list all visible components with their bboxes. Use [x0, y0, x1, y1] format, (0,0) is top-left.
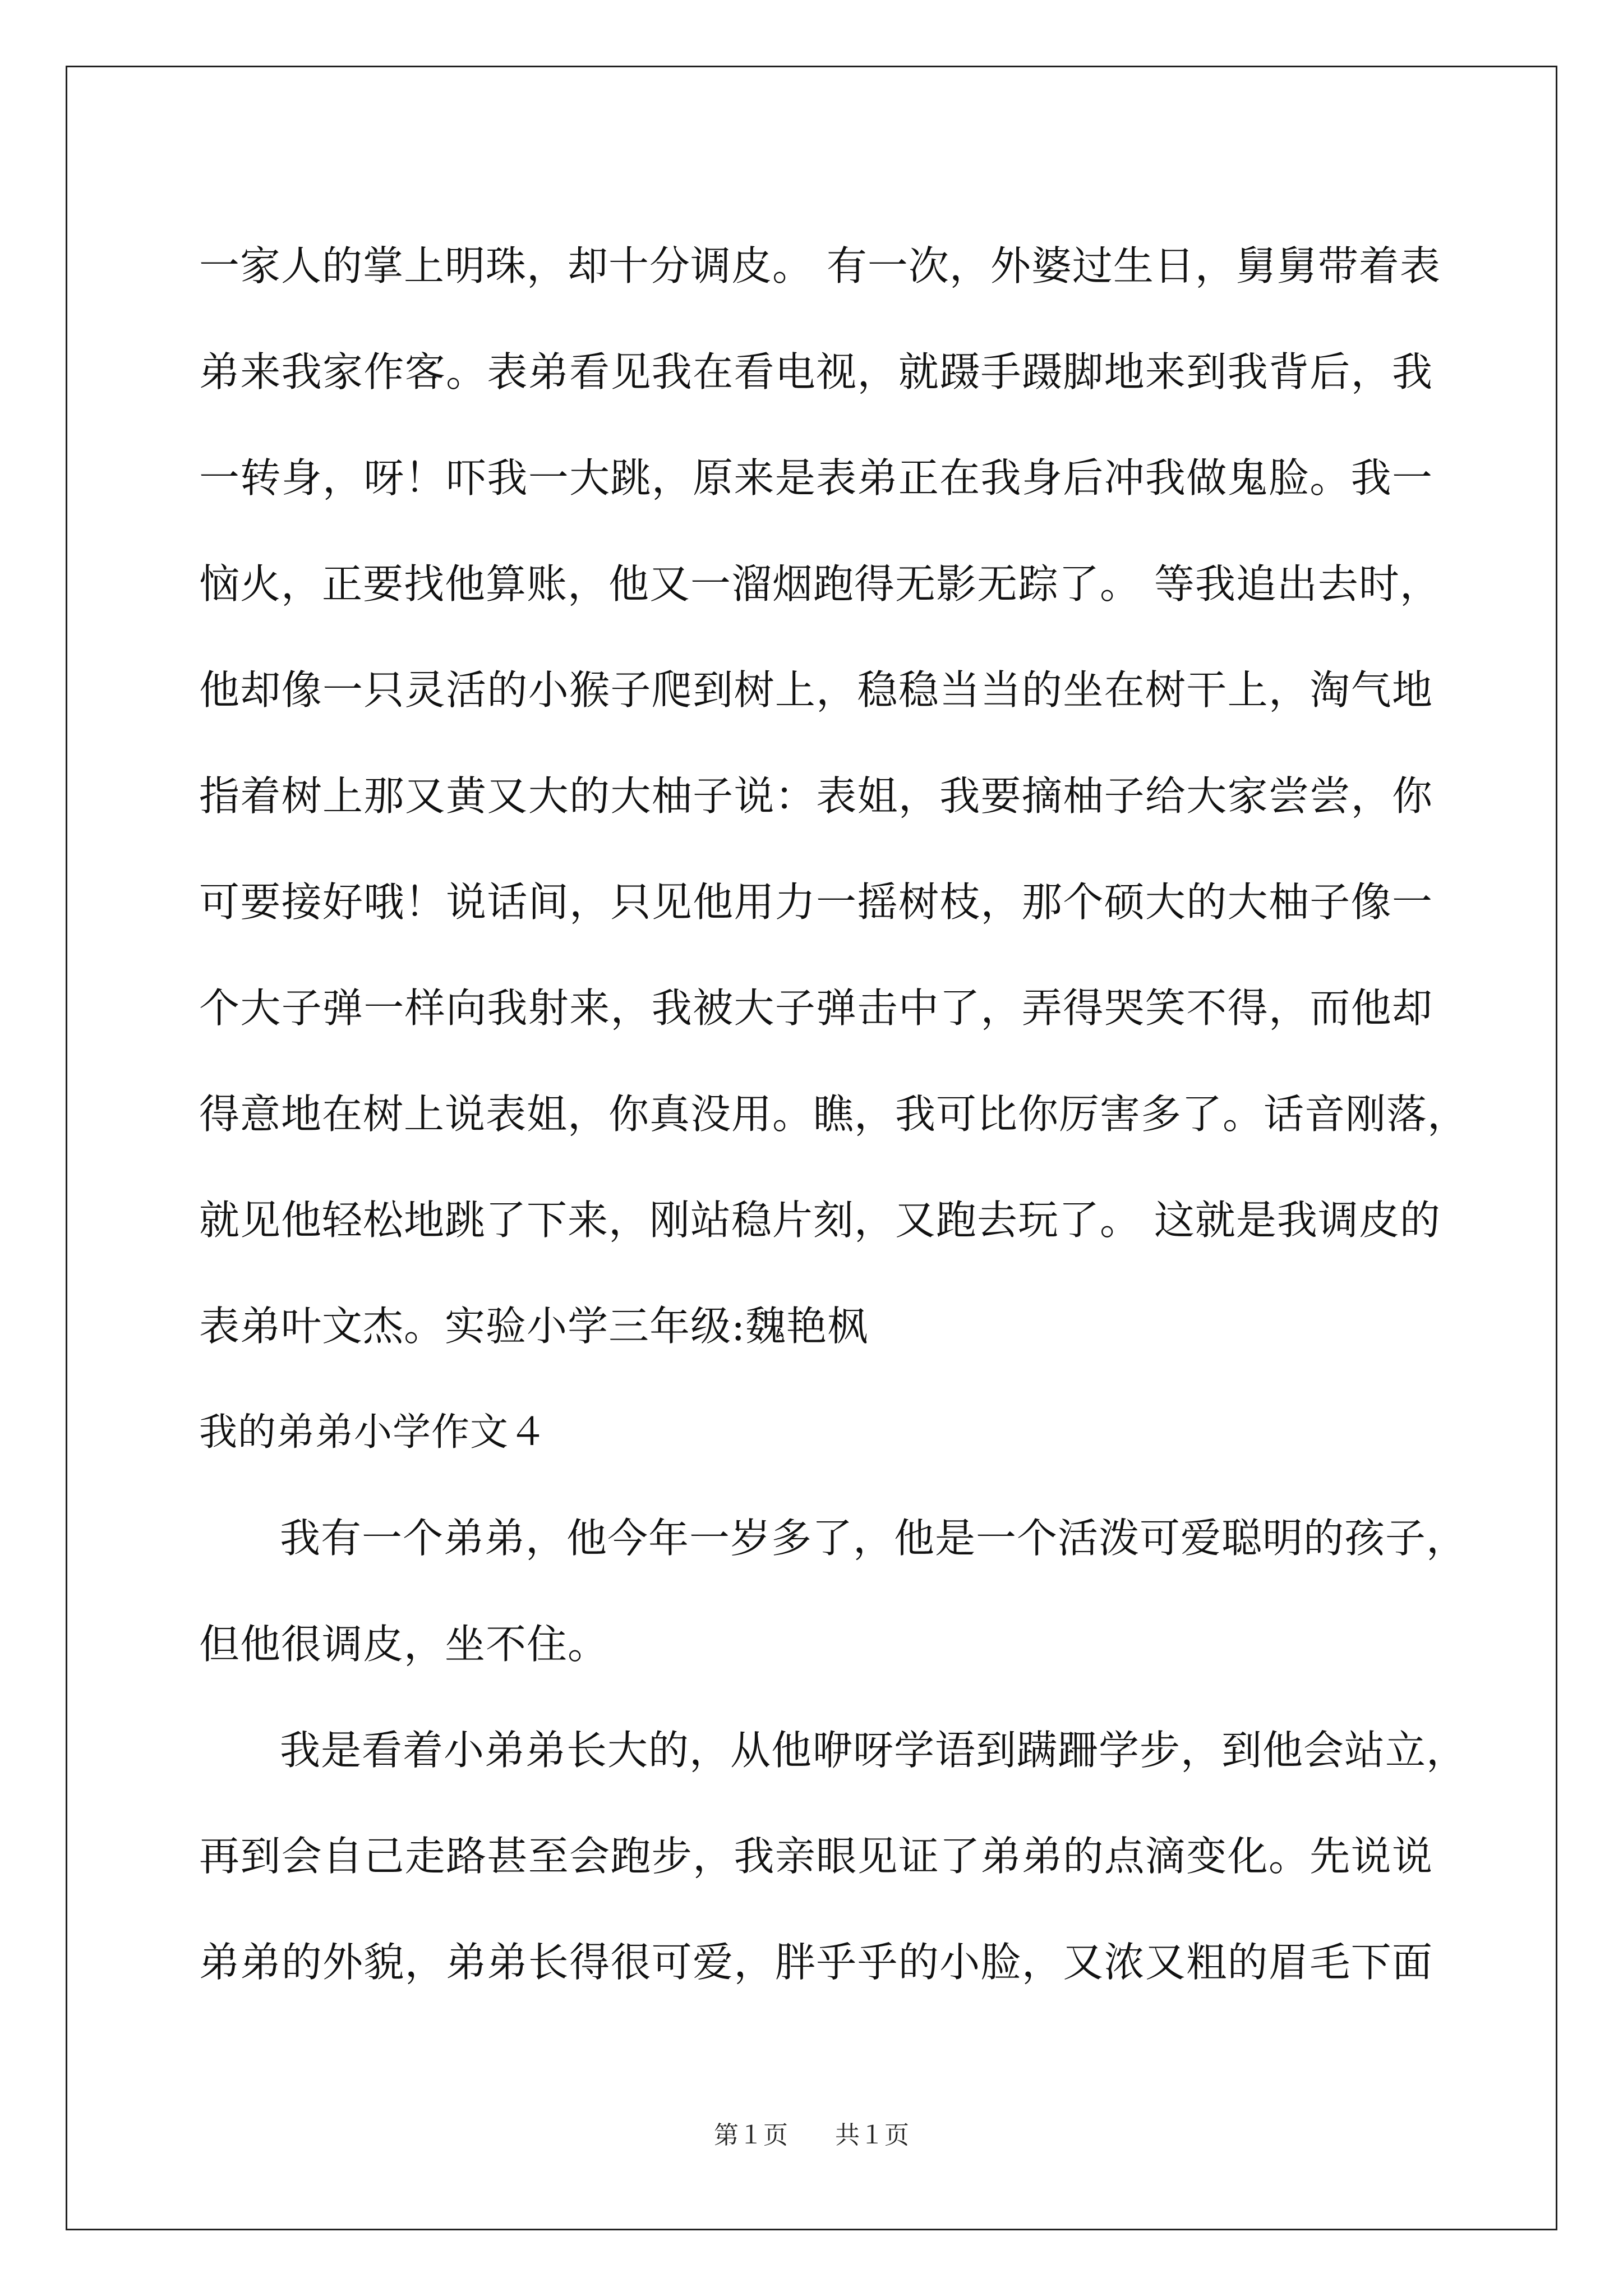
text-line: 个大子弹一样向我射来，我被大子弹击中了，弄得哭笑不得，而他却 [199, 984, 1433, 1032]
paragraph-line: 但他很调皮，坐不住。 [199, 1621, 609, 1668]
paragraph-line: 弟弟的外貌，弟弟长得很可爱，胖乎乎的小脸，又浓又粗的眉毛下面 [199, 1939, 1433, 1986]
page-total: 共１页 [835, 2121, 909, 2150]
page-footer [0, 2115, 1623, 2151]
paragraph-line: 我是看着小弟弟长大的，从他咿呀学语到蹒跚学步，到他会站立， [280, 1727, 1468, 1774]
text-line: 一转身，呀！吓我一大跳，原来是表弟正在我身后冲我做鬼脸。我一 [199, 454, 1433, 501]
section-heading: 我的弟弟小学作文４ [199, 1410, 548, 1455]
paragraph-line: 再到会自己走路甚至会跑步，我亲眼见证了弟弟的点滴变化。先说说 [199, 1833, 1433, 1880]
paragraph-line: 我有一个弟弟，他今年一岁多了，他是一个活泼可爱聪明的孩子， [280, 1515, 1468, 1562]
text-line: 弟来我家作客。表弟看见我在看电视，就蹑手蹑脚地来到我背后，我 [199, 348, 1433, 395]
document-body [199, 213, 1469, 2016]
text-line: 恼火，正要找他算账，他又一溜烟跑得无影无踪了。 等我追出去时， [199, 560, 1441, 608]
text-line: 表弟叶文杰。实验小学三年级:魏艳枫 [199, 1303, 869, 1350]
page-number: 第１页 [714, 2121, 788, 2150]
text-line: 他却像一只灵活的小猴子爬到树上，稳稳当当的坐在树干上，淘气地 [199, 666, 1433, 714]
text-line: 一家人的掌上明珠，却十分调皮。 有一次，外婆过生日，舅舅带着表 [199, 242, 1441, 289]
text-line: 指着树上那又黄又大的大柚子说：表姐，我要摘柚子给大家尝尝，你 [199, 772, 1433, 820]
text-line: 就见他轻松地跳了下来，刚站稳片刻，又跑去玩了。 这就是我调皮的 [199, 1197, 1441, 1244]
text-line: 可要接好哦！说话间，只见他用力一摇树枝，那个硕大的大柚子像一 [199, 878, 1433, 926]
text-line: 得意地在树上说表姐，你真没用。瞧，我可比你厉害多了。话音刚落， [199, 1091, 1469, 1138]
